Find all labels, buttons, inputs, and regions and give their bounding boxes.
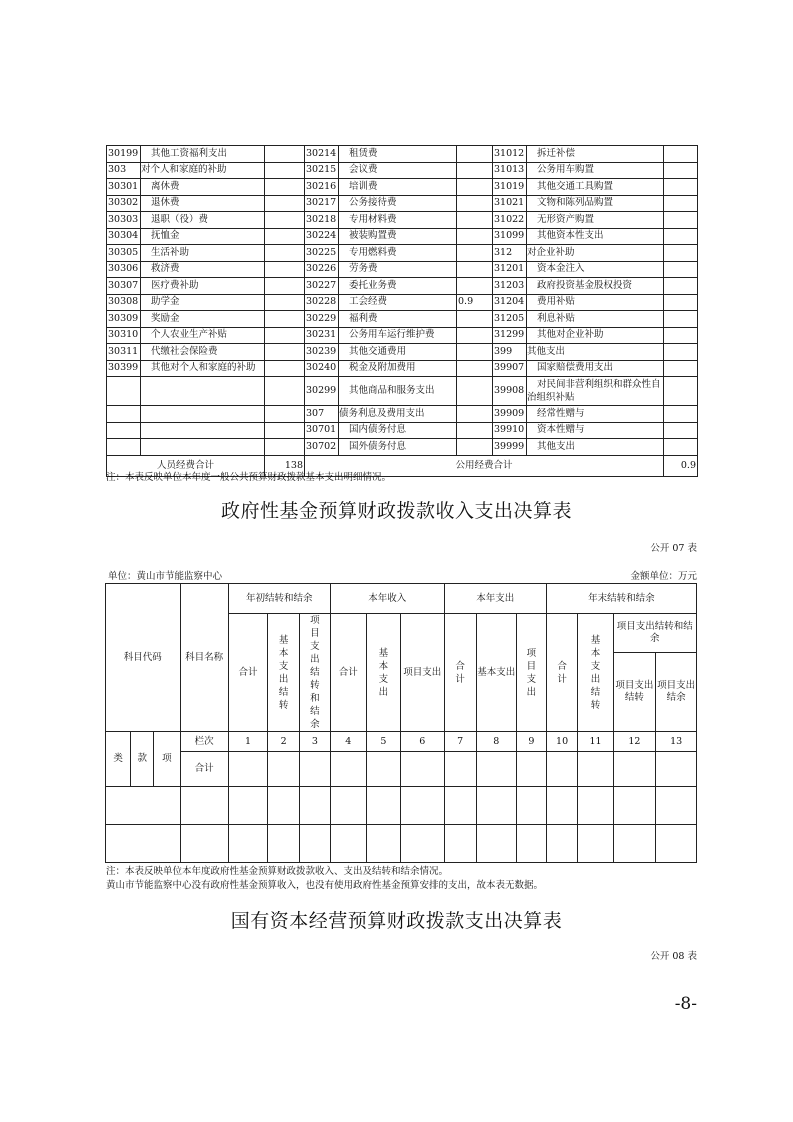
col-num: 8	[476, 732, 517, 752]
subject-code-cell: 30304	[107, 228, 141, 245]
subject-name-cell: 救济费	[141, 261, 265, 278]
subject-name-cell: 其他支出	[527, 439, 664, 456]
section3-title: 国有资本经营预算财政拨款支出决算表	[230, 910, 563, 932]
subject-name-cell: 公务接待费	[339, 195, 457, 212]
table-row	[107, 327, 698, 344]
government-fund-table	[105, 583, 697, 863]
subject-name-cell: 政府投资基金股权投资	[527, 278, 664, 295]
subject-name-cell: 对个人和家庭的补助	[141, 162, 265, 179]
table-row	[107, 195, 698, 212]
table-row	[107, 294, 698, 311]
col-num: 9	[517, 732, 547, 752]
amount-cell	[457, 261, 493, 278]
g1-project-header: 项 目 支 出 结 转 和 结 余	[300, 614, 331, 732]
subject-name-cell: 公务用车运行维护费	[339, 327, 457, 344]
amount-cell	[457, 278, 493, 295]
g4-project-balance-header: 项目支出结余	[656, 653, 697, 732]
subject-name-cell: 其他交通费用	[339, 344, 457, 361]
subject-name-cell: 其他对个人和家庭的补助	[141, 360, 265, 377]
table-row	[107, 212, 698, 229]
lanci-label: 栏次	[180, 732, 228, 752]
amount-cell	[664, 360, 698, 377]
table-row	[107, 146, 698, 163]
amount-cell	[265, 344, 305, 361]
subject-name-cell	[141, 377, 265, 406]
amount-cell	[664, 327, 698, 344]
amount-cell	[664, 422, 698, 439]
subject-name-cell: 劳务费	[339, 261, 457, 278]
closing-balance-header: 年末结转和结余	[546, 584, 696, 614]
subject-name-cell: 专用燃料费	[339, 245, 457, 262]
col-num: 13	[656, 732, 697, 752]
amount-cell	[457, 179, 493, 196]
subject-name-cell: 助学金	[141, 294, 265, 311]
subject-code-cell: 39908	[493, 377, 527, 406]
page-number: -8-	[674, 994, 697, 1014]
amount-cell	[265, 146, 305, 163]
subject-code-cell: 30307	[107, 278, 141, 295]
table-row	[107, 422, 698, 439]
subject-name-cell: 文物和陈列品购置	[527, 195, 664, 212]
amount-cell	[664, 406, 698, 423]
amount-cell	[457, 228, 493, 245]
amount-cell	[265, 228, 305, 245]
subject-name-cell: 培训费	[339, 179, 457, 196]
subject-name-cell: 对企业补助	[527, 245, 664, 262]
section2-table-tag: 公开 07 表	[650, 543, 697, 554]
amount-cell	[457, 406, 493, 423]
subject-code-cell: 30702	[305, 439, 339, 456]
col-num: 4	[330, 732, 366, 752]
subject-code-cell: 31299	[493, 327, 527, 344]
subject-code-cell: 39909	[493, 406, 527, 423]
subject-name-cell: 公务用车购置	[527, 162, 664, 179]
col-num: 2	[268, 732, 300, 752]
subject-code-cell: 30216	[305, 179, 339, 196]
subject-code-cell: 30399	[107, 360, 141, 377]
subject-code-cell: 30299	[305, 377, 339, 406]
subject-code-cell	[107, 406, 141, 423]
subject-name-cell: 奖励金	[141, 311, 265, 328]
subject-code-cell: 30229	[305, 311, 339, 328]
subject-code-cell: 30231	[305, 327, 339, 344]
subject-code-cell: 39999	[493, 439, 527, 456]
amount-cell	[265, 311, 305, 328]
g3-project-header: 项 目 支 出	[517, 614, 547, 732]
subject-code-cell: 30218	[305, 212, 339, 229]
subject-name-cell: 其他支出	[527, 344, 664, 361]
g3-basic-header: 基本支出	[476, 614, 517, 732]
table-row	[107, 439, 698, 456]
section2-amount-unit: 金额单位：万元	[630, 571, 697, 582]
amount-cell	[265, 245, 305, 262]
subject-name-cell	[141, 439, 265, 456]
amount-cell	[457, 212, 493, 229]
subject-name-cell: 专用材料费	[339, 212, 457, 229]
amount-cell	[664, 311, 698, 328]
subject-name-cell: 退休费	[141, 195, 265, 212]
subject-name-cell: 其他对企业补助	[527, 327, 664, 344]
subject-name-cell: 拆迁补偿	[527, 146, 664, 163]
col-num: 1	[228, 732, 267, 752]
col-num: 11	[578, 732, 613, 752]
subject-code-cell: 30215	[305, 162, 339, 179]
subject-code-cell: 30228	[305, 294, 339, 311]
amount-cell	[457, 146, 493, 163]
amount-cell	[265, 327, 305, 344]
subject-code-cell: 30306	[107, 261, 141, 278]
amount-cell	[457, 377, 493, 406]
total-row	[106, 752, 697, 787]
amount-cell	[265, 179, 305, 196]
personnel-total-value: 138	[265, 455, 305, 476]
subject-name-cell: 国内债务付息	[339, 422, 457, 439]
g4-total-header: 合 计	[546, 614, 578, 732]
amount-cell	[265, 278, 305, 295]
subject-code-cell: 31021	[493, 195, 527, 212]
g3-total-header: 合 计	[444, 614, 476, 732]
amount-cell	[664, 146, 698, 163]
subject-code-cell: 303	[107, 162, 141, 179]
amount-cell	[265, 377, 305, 406]
col-num: 12	[613, 732, 656, 752]
amount-cell	[457, 439, 493, 456]
amount-cell	[664, 278, 698, 295]
subject-name-header: 科目名称	[180, 584, 228, 732]
opening-balance-header: 年初结转和结余	[228, 584, 330, 614]
g4-basic-header: 基 本 支 出 结 转	[578, 614, 613, 732]
g1-total-header: 合计	[228, 614, 267, 732]
kuan-header: 款	[131, 732, 154, 787]
table1-note: 注：本表反映单位本年度一般公共预算财政拨款基本支出明细情况。	[106, 472, 392, 483]
lei-header: 类	[106, 732, 131, 787]
g4-project-carry-header: 项目支出结转	[613, 653, 656, 732]
subject-code-cell: 30199	[107, 146, 141, 163]
g4-project-group-header: 项目支出结转和结余	[613, 614, 696, 653]
xiang-header: 项	[154, 732, 180, 787]
subject-name-cell: 国家赔偿费用支出	[527, 360, 664, 377]
subject-code-cell	[107, 439, 141, 456]
col-num: 10	[546, 732, 578, 752]
subject-name-cell: 其他资本性支出	[527, 228, 664, 245]
amount-cell	[664, 228, 698, 245]
amount-cell	[457, 422, 493, 439]
subject-code-cell	[107, 422, 141, 439]
table-row	[107, 228, 698, 245]
subject-code-cell: 30217	[305, 195, 339, 212]
subject-name-cell: 税金及附加费用	[339, 360, 457, 377]
current-income-header: 本年收入	[330, 584, 444, 614]
subject-code-cell: 39907	[493, 360, 527, 377]
subject-name-cell: 委托业务费	[339, 278, 457, 295]
subject-name-cell: 利息补贴	[527, 311, 664, 328]
subject-name-cell: 生活补助	[141, 245, 265, 262]
subject-name-cell: 无形资产购置	[527, 212, 664, 229]
subject-code-cell: 30701	[305, 422, 339, 439]
subject-code-cell: 30227	[305, 278, 339, 295]
subject-name-cell: 资本性赠与	[527, 422, 664, 439]
subject-code-cell: 30305	[107, 245, 141, 262]
subject-name-cell: 离休费	[141, 179, 265, 196]
amount-cell	[664, 212, 698, 229]
table-row	[107, 344, 698, 361]
subject-name-cell: 被装购置费	[339, 228, 457, 245]
section2-unit: 单位：黄山市节能监察中心	[108, 571, 223, 582]
g1-basic-header: 基 本 支 出 结 转	[268, 614, 300, 732]
amount-cell	[457, 162, 493, 179]
subject-name-cell: 工会经费	[339, 294, 457, 311]
personnel-total-label: 人员经费合计	[107, 455, 265, 476]
empty-row	[106, 787, 697, 825]
subject-code-header: 科目代码	[106, 584, 181, 732]
amount-cell	[265, 212, 305, 229]
subject-code-cell: 31201	[493, 261, 527, 278]
subject-code-cell: 30239	[305, 344, 339, 361]
subject-name-cell: 国外债务付息	[339, 439, 457, 456]
amount-cell	[664, 245, 698, 262]
amount-cell	[457, 245, 493, 262]
g2-project-header: 项目支出	[400, 614, 444, 732]
amount-cell	[664, 261, 698, 278]
col-num: 6	[400, 732, 444, 752]
table-row	[107, 311, 698, 328]
g2-basic-header: 基 本 支 出	[366, 614, 400, 732]
public-total-label: 公用经费合计	[305, 455, 664, 476]
subject-name-cell: 其他交通工具购置	[527, 179, 664, 196]
subject-code-cell: 31204	[493, 294, 527, 311]
subject-name-cell: 资本金注入	[527, 261, 664, 278]
subject-code-cell	[107, 377, 141, 406]
subject-name-cell: 其他商品和服务支出	[339, 377, 457, 406]
subject-code-cell: 31012	[493, 146, 527, 163]
current-expenditure-header: 本年支出	[444, 584, 546, 614]
col-num: 7	[444, 732, 476, 752]
subject-code-cell: 30226	[305, 261, 339, 278]
amount-cell	[664, 179, 698, 196]
section2-title: 政府性基金预算财政拨款收入支出决算表	[220, 500, 572, 522]
subject-name-cell: 租赁费	[339, 146, 457, 163]
table-row	[107, 278, 698, 295]
amount-cell	[457, 344, 493, 361]
subject-code-cell: 30240	[305, 360, 339, 377]
subject-name-cell	[141, 422, 265, 439]
amount-cell	[664, 294, 698, 311]
subject-name-cell: 医疗费补助	[141, 278, 265, 295]
subject-code-cell: 30224	[305, 228, 339, 245]
subject-code-cell: 31205	[493, 311, 527, 328]
table-row	[107, 261, 698, 278]
subject-code-cell: 39910	[493, 422, 527, 439]
subject-code-cell: 30310	[107, 327, 141, 344]
amount-cell	[664, 195, 698, 212]
subject-code-cell: 30311	[107, 344, 141, 361]
table-row	[107, 245, 698, 262]
public-total-value: 0.9	[664, 455, 698, 476]
amount-cell	[664, 162, 698, 179]
amount-cell	[664, 377, 698, 406]
amount-cell	[664, 439, 698, 456]
subject-name-cell: 债务利息及费用支出	[339, 406, 457, 423]
section3-table-tag: 公开 08 表	[650, 951, 697, 962]
subject-code-cell: 31099	[493, 228, 527, 245]
section2-note-1: 注：本表反映单位本年度政府性基金预算财政拨款收入、支出及结转和结余情况。	[106, 866, 449, 877]
subject-name-cell: 其他工资福利支出	[141, 146, 265, 163]
subject-name-cell: 福利费	[339, 311, 457, 328]
header-row-1	[106, 584, 697, 614]
amount-cell	[265, 439, 305, 456]
table-row	[107, 162, 698, 179]
amount-cell	[265, 195, 305, 212]
g2-total-header: 合计	[330, 614, 366, 732]
amount-cell: 0.9	[457, 294, 493, 311]
subject-name-cell: 代缴社会保险费	[141, 344, 265, 361]
amount-cell	[265, 162, 305, 179]
amount-cell	[457, 195, 493, 212]
amount-cell	[457, 311, 493, 328]
subject-code-cell: 31013	[493, 162, 527, 179]
col-num: 5	[366, 732, 400, 752]
amount-cell	[265, 360, 305, 377]
subject-name-cell: 抚恤金	[141, 228, 265, 245]
subject-code-cell: 30308	[107, 294, 141, 311]
subject-code-cell: 30303	[107, 212, 141, 229]
amount-cell	[265, 422, 305, 439]
table-row	[107, 406, 698, 423]
basic-expenditure-detail-table	[106, 145, 698, 477]
amount-cell	[265, 406, 305, 423]
amount-cell	[265, 261, 305, 278]
column-index-row	[106, 732, 697, 752]
subject-code-cell: 31019	[493, 179, 527, 196]
subject-code-cell: 30309	[107, 311, 141, 328]
subject-code-cell: 30225	[305, 245, 339, 262]
section2-note-2: 黄山市节能监察中心没有政府性基金预算收入，也没有使用政府性基金预算安排的支出，故本表无数据。	[106, 880, 544, 891]
subject-code-cell: 30302	[107, 195, 141, 212]
table-row	[107, 360, 698, 377]
table-row	[107, 179, 698, 196]
subject-code-cell: 307	[305, 406, 339, 423]
subject-name-cell: 费用补贴	[527, 294, 664, 311]
amount-cell	[265, 294, 305, 311]
table-row	[107, 377, 698, 406]
subject-name-cell: 会议费	[339, 162, 457, 179]
subject-code-cell: 31203	[493, 278, 527, 295]
subject-name-cell	[141, 406, 265, 423]
subject-name-cell: 个人农业生产补贴	[141, 327, 265, 344]
amount-cell	[457, 360, 493, 377]
subject-name-cell: 退职（役）费	[141, 212, 265, 229]
subject-name-cell: 经常性赠与	[527, 406, 664, 423]
amount-cell	[457, 327, 493, 344]
empty-row	[106, 825, 697, 863]
subject-code-cell: 30214	[305, 146, 339, 163]
amount-cell	[664, 344, 698, 361]
subject-code-cell: 399	[493, 344, 527, 361]
heji-label: 合计	[180, 752, 228, 787]
col-num: 3	[300, 732, 331, 752]
subject-code-cell: 31022	[493, 212, 527, 229]
subject-name-cell: 对民间非营利组织和群众性自治组织补贴	[527, 377, 664, 406]
subject-code-cell: 312	[493, 245, 527, 262]
subject-code-cell: 30301	[107, 179, 141, 196]
